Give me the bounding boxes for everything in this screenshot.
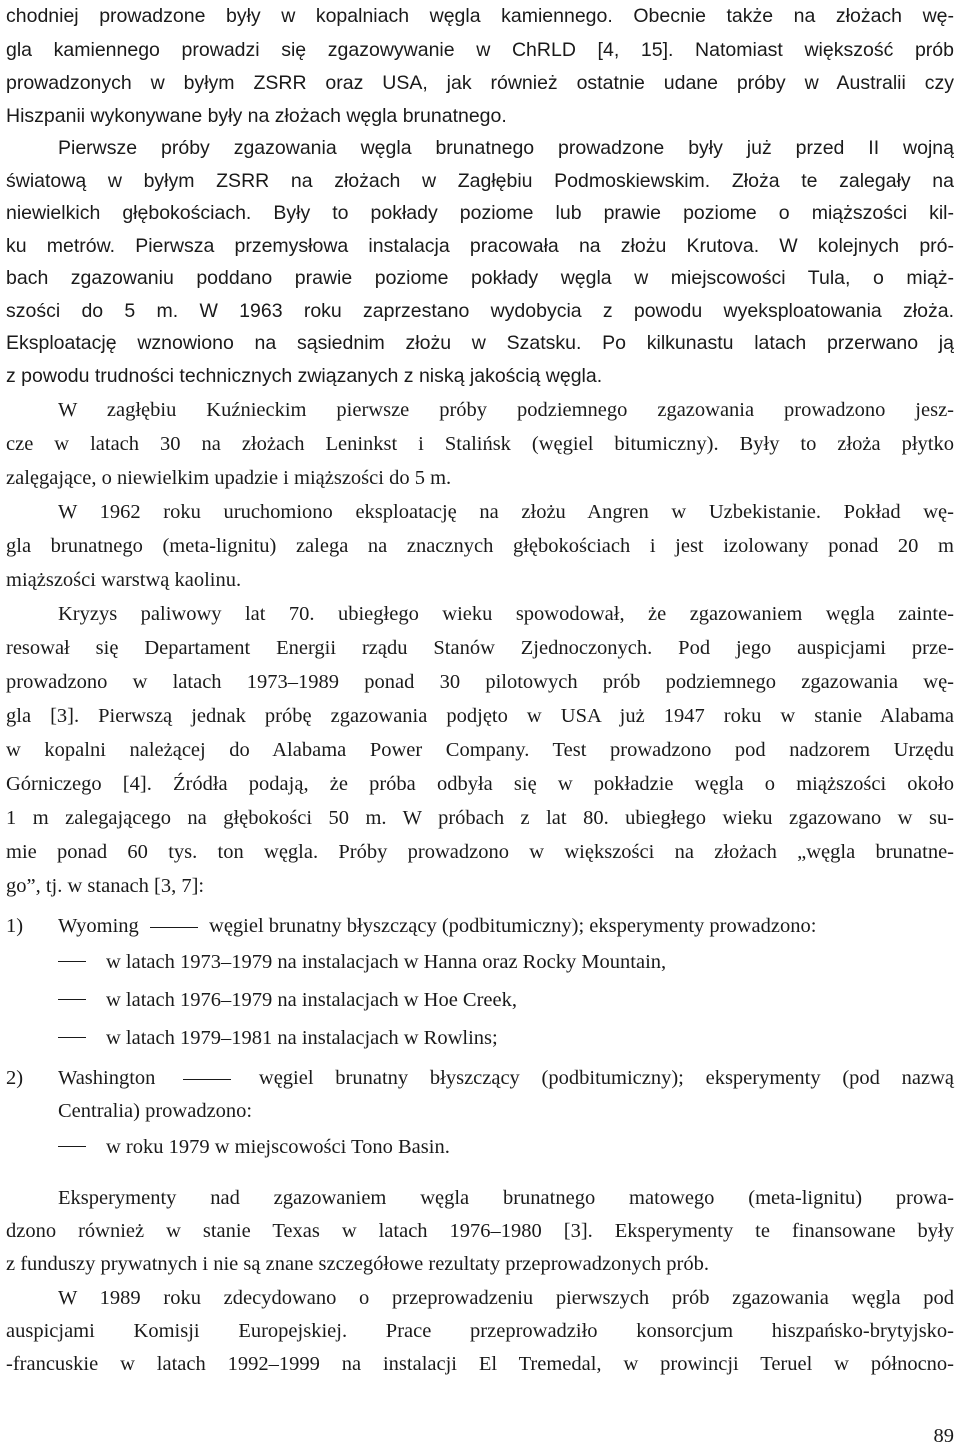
text-line: z funduszy prywatnych i nie są znane szczegółowe rezultaty przeprowadzonych prób. <box>6 1253 709 1275</box>
dash-marker <box>58 1146 86 1147</box>
text-line: gla brunatnego (meta-lignitu) zalega na znacznych głębokościach i jest izolowany ponad 20 m <box>6 535 954 557</box>
text-line: W zagłębiu Kuźnieckim pierwsze próby podziemnego zgazowania prowadzono jesz- <box>58 399 954 421</box>
list-number: 2) <box>6 1067 24 1089</box>
text-line: zalęgające, o niewielkim upadzie i miąższości do 5 m. <box>6 467 452 489</box>
page-number: 89 <box>933 1425 954 1447</box>
text-line: z powodu trudności technicznych związanych z niską jakością węgla. <box>6 365 603 387</box>
sub-list-item: w roku 1979 w miejscowości Tono Basin. <box>106 1136 450 1158</box>
text-line: -francuskie w latach 1992–1999 na instalacji El Tremedal, w prowincji Teruel w północno- <box>6 1353 954 1375</box>
text-line: Eksploatację wznowiono na sąsiednim złożu w Szatsku. Po kilkunastu latach przerwano ją <box>6 332 954 354</box>
text-line: w kopalni należącej do Alabama Power Company. Test prowadzono pod nadzorem Urzędu <box>6 739 954 761</box>
text-line: prowadzonych w byłym ZSRR oraz USA, jak również ostatnie udane próby w Australii czy <box>6 72 954 94</box>
list-item-text: węgiel brunatny błyszczący (podbitumiczny); eksperymenty (pod nazwą <box>258 1067 954 1089</box>
text-line: auspicjami Komisji Europejskiej. Prace przeprowadziło konsorcjum hiszpańsko-brytyjsko- <box>6 1320 954 1342</box>
text-line: gla [3]. Pierwszą jednak próbę zgazowania podjęto w USA już 1947 roku w stanie Alabama <box>6 705 954 727</box>
text-line: miąższości warstwą kaolinu. <box>6 569 242 591</box>
text-line: go”, tj. w stanach [3, 7]: <box>6 875 205 897</box>
dash-marker <box>58 1037 86 1038</box>
text-line: Eksperymenty nad zgazowaniem węgla brunatnego matowego (meta-lignitu) prowa- <box>58 1187 954 1209</box>
text-line: chodniej prowadzone były w kopalniach węgla kamiennego. Obecnie także na złożach wę- <box>6 5 954 27</box>
em-dash <box>150 927 198 928</box>
text-line: cze w latach 30 na złożach Leninkst i Stalińsk (węgiel bitumiczny). Były to złoża płytko <box>6 433 954 455</box>
list-item-text: węgiel brunatny błyszczący (podbitumiczny); eksperymenty prowadzono: <box>209 915 817 937</box>
text-line: światową w byłym ZSRR na złożach w Zagłębiu Podmoskiewskim. Złoża te zalegały na <box>6 170 954 192</box>
text-line: Górniczego [4]. Źródła podają, że próba odbyła się w pokładzie węgla o miąższości około <box>6 773 954 795</box>
sub-list-item: w latach 1976–1979 na instalacjach w Hoe Creek, <box>106 989 518 1011</box>
text-line: W 1989 roku zdecydowano o przeprowadzeniu pierwszych prób zgazowania węgla pod <box>58 1287 954 1309</box>
sub-list-item: w latach 1979–1981 na instalacjach w Rowlins; <box>106 1027 498 1049</box>
list-item-continuation: Centralia) prowadzono: <box>58 1100 253 1122</box>
list-item-state: Wyoming <box>58 915 139 937</box>
text-line: Kryzys paliwowy lat 70. ubiegłego wieku spowodował, że zgazowaniem węgla zainte- <box>58 603 954 625</box>
list-item-state: Washington <box>58 1067 156 1089</box>
dash-marker <box>58 961 86 962</box>
text-line: niewielkich głębokościach. Były to pokłady poziome lub prawie poziome o miąższości kil- <box>6 202 954 224</box>
sub-list-item: w latach 1973–1979 na instalacjach w Hanna oraz Rocky Mountain, <box>106 951 667 973</box>
list-item <box>58 1066 954 1090</box>
text-line: Pierwsze próby zgazowania węgla brunatnego prowadzone były już przed II wojną <box>58 137 954 159</box>
text-line: 1 m zalegającego na głębokości 50 m. W próbach z lat 80. ubiegłego wieku zgazowano w su- <box>6 807 954 829</box>
list-number: 1) <box>6 915 24 937</box>
text-line: mie ponad 60 tys. ton węgla. Próby prowadzono w większości na złożach „węgla brunatne- <box>6 841 954 863</box>
text-line: prowadzono w latach 1973–1989 ponad 30 pilotowych prób podziemnego zgazowania wę- <box>6 671 954 693</box>
text-line: ku metrów. Pierwsza przemysłowa instalacja pracowała na złożu Krutova. W kolejnych pró- <box>6 235 954 257</box>
text-line: W 1962 roku uruchomiono eksploatację na złożu Angren w Uzbekistanie. Pokład wę- <box>58 501 954 523</box>
dash-marker <box>58 999 86 1000</box>
text-line: resował się Departament Energii rządu Stanów Zjednoczonych. Pod jego auspicjami prze- <box>6 637 954 659</box>
text-line: dzono również w stanie Texas w latach 1976–1980 [3]. Eksperymenty te finansowane były <box>6 1220 954 1242</box>
text-line: bach zgazowaniu poddano prawie poziome pokłady węgla w miejscowości Tula, o miąż- <box>6 267 954 289</box>
list-item <box>58 914 954 938</box>
text-line: szości do 5 m. W 1963 roku zaprzestano wydobycia z powodu wyeksploatowania złoża. <box>6 300 954 322</box>
text-line: Hiszpanii wykonywane były na złożach węgla brunatnego. <box>6 105 507 127</box>
text-line: gla kamiennego prowadzi się zgazowywanie w ChRLD [4, 15]. Natomiast większość prób <box>6 39 954 61</box>
em-dash <box>183 1079 231 1080</box>
